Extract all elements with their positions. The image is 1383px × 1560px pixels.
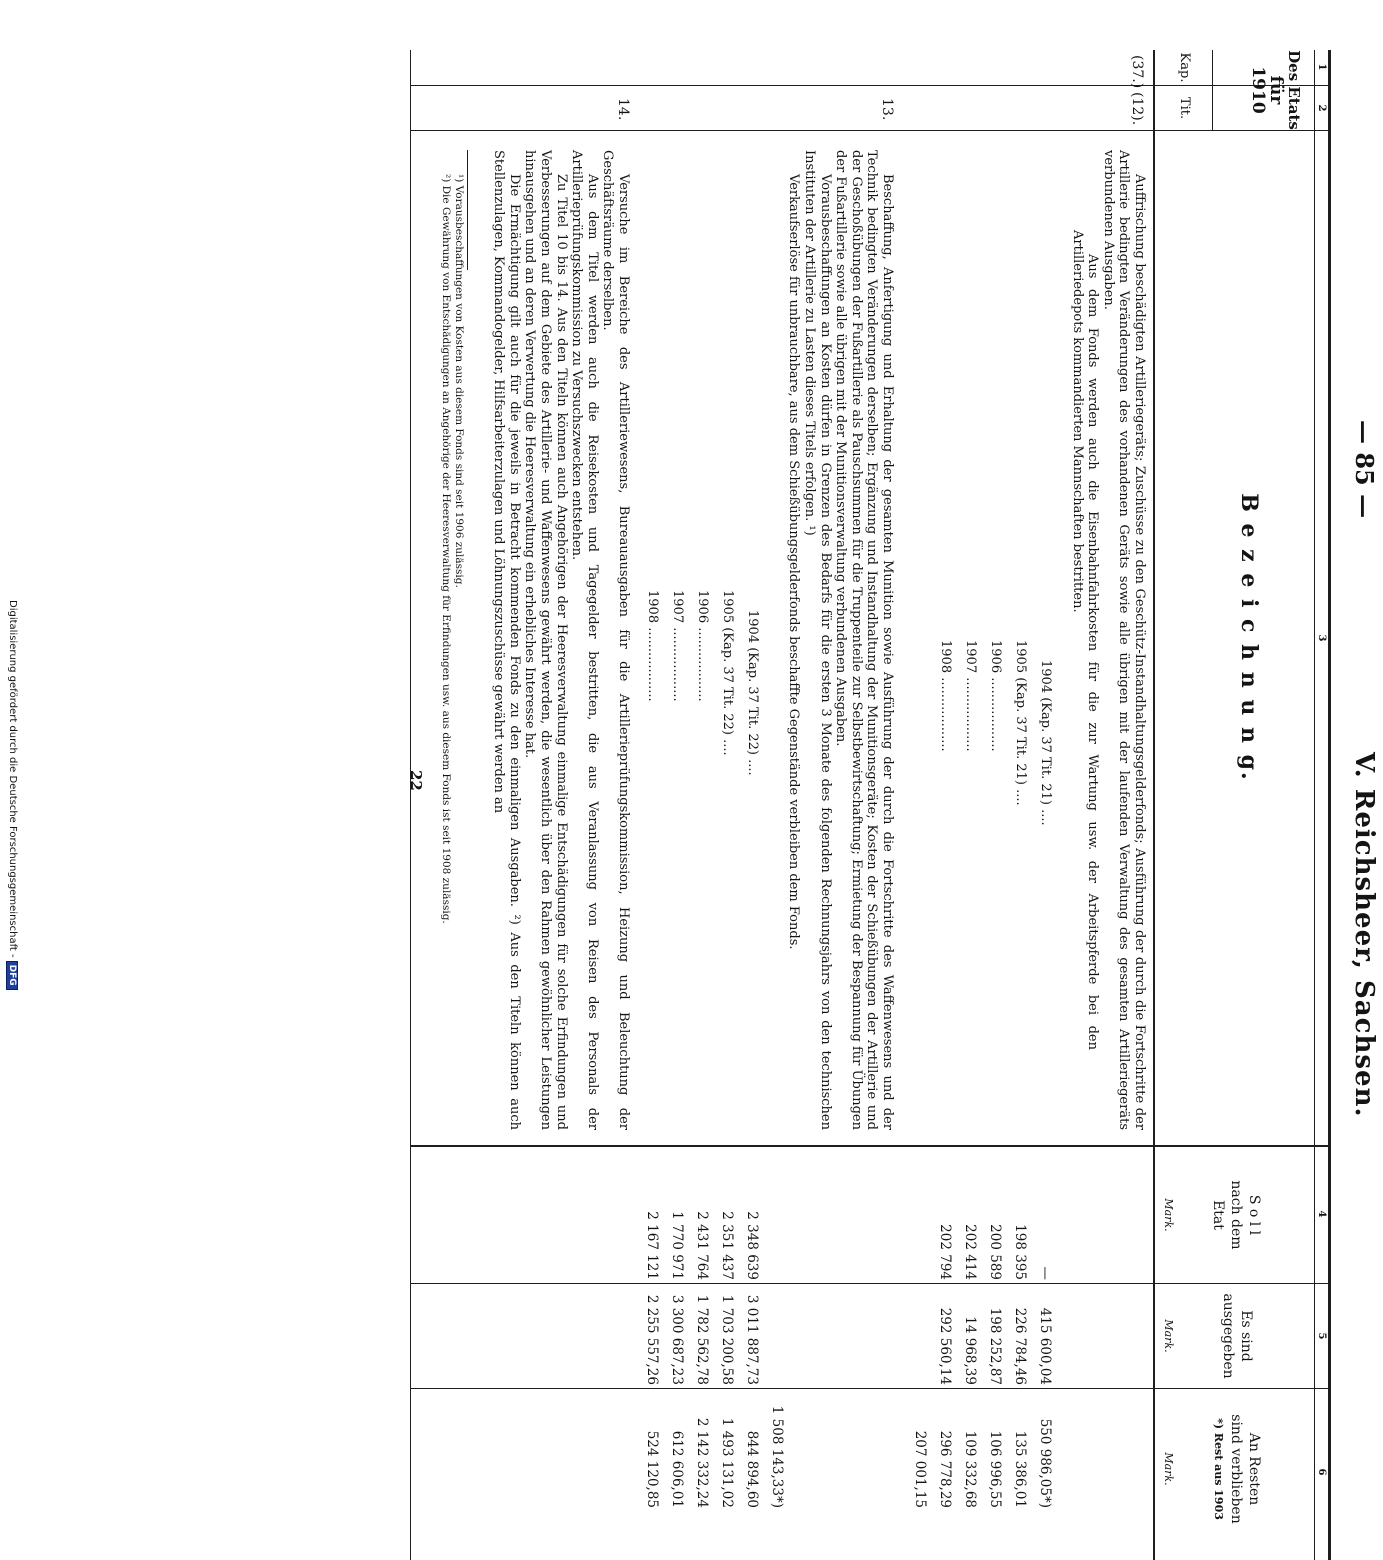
entry3-paragraph-1: Versuche im Bereiche des Artilleriewesens, Bureauausgaben für die Artillerieprüfungskommission, Heizung und Beleuchtung der Geschäftsräume derselben. xyxy=(600,150,631,1130)
entry1-row1-label: 1904 (Kap. 37 Tit. 21) .... xyxy=(1038,660,1053,826)
col-divider-5-6 xyxy=(411,1388,1328,1389)
entry2-row2-ausgegeben: 3 011 887,73 xyxy=(744,1294,760,1385)
header-reste xyxy=(1209,1389,1263,1549)
entry3-paragraph-3: Zu Titel 10 bis 14. Aus den Titeln können auch Angehörigen der Heeresverwaltung einmalige Entschädigungen für solche Erfindungen und Verbesserungen auf dem Gebiete des Artillerie- und Waffenwesens gewährt werden, die wesentlich über den Rahmen gewöhnlicher Leistungen hinausgehen und an deren Verwertung die Heeresverwaltung ein erhebliches Interesse hat. xyxy=(522,150,569,1130)
header-des-etats-line1: Des Etats xyxy=(1285,50,1303,130)
entry2-row5-soll: 1 770 971 xyxy=(669,1211,685,1280)
header-bottom-rule xyxy=(1153,50,1155,1560)
entry2-row6-rest: 524 120,85 xyxy=(644,1430,660,1508)
bottom-rule xyxy=(410,50,411,1560)
header-kap: Kap. xyxy=(1177,52,1192,83)
header-reste-line1: An Resten xyxy=(1246,1432,1262,1506)
entry2-row5-rest: 612 606,01 xyxy=(669,1430,685,1508)
header-des-etats xyxy=(1249,50,1303,130)
entry3-paragraph-4: Die Ermächtigung gilt auch für die jeweils in Betracht kommenden Fonds zu den einmaligen Ausgaben. ²) Aus den Titeln können auch Stellenzulagen, Kommandogelder, Hilfsarbeiterzulagen und Löhnungszuschüsse gewährt werden an xyxy=(491,150,522,1130)
entry2-paragraph-1: Beschaffung, Anfertigung und Erhaltung der gesamten Munition sowie Ausführung der durch die Fortschritte des Waffenwesens und der Technik bedingten Veränderungen derselben; Ergänzung und Instandhaltung der Munitionsgeräte; Kosten der Schießübungen der Artillerie und der Geschoßübungen der Fußartillerie als Pauschsummen für die Truppenteile zur Selbstbewirtschaftung; Ermietung der Bespannung für Übungen der Fußartillerie sowie alle übrigen mit der Munitionsverwaltung verbundenen Ausgaben. xyxy=(833,150,895,1130)
entry1-row4-rest: 109 332,68 xyxy=(962,1430,978,1508)
footnotes xyxy=(439,150,465,1130)
entry2-tit: 13. xyxy=(879,98,895,121)
section-title: V. Reichsheer, Sachsen. xyxy=(1349,752,1379,1118)
entry1-row1-soll: — xyxy=(1037,1266,1053,1280)
entry2-row3-ausgegeben: 1 703 200,58 xyxy=(719,1294,735,1385)
entry3-paragraph-2: Aus dem Titel werden auch die Reisekosten und Tagegelder bestritten, die aus Veranlassung von Reisen des Personals der Artillerieprüfungskommission zu Versuchszwecken entstehen. xyxy=(569,150,600,1130)
entry1-row3-rest: 106 996,55 xyxy=(987,1430,1003,1508)
column-number-1: 1 xyxy=(1316,63,1327,71)
entry1-row6-rest: 207 001,15 xyxy=(912,1430,928,1508)
entry1-row5-rest: 296 778,29 xyxy=(937,1430,953,1508)
header-soll-line1: S o l l xyxy=(1246,1194,1262,1236)
header-ausgegeben xyxy=(1219,1284,1255,1388)
entry1-row2-ausgegeben: 226 784,46 xyxy=(1012,1307,1028,1385)
entry1-row5-ausgegeben: 292 560,14 xyxy=(937,1307,953,1385)
entry3-text xyxy=(491,150,631,1130)
footnote-rule xyxy=(467,150,468,270)
entry1-tit: (12). xyxy=(1129,92,1145,126)
header-soll-line2: nach dem xyxy=(1228,1180,1244,1250)
entry2-row1-rest: 1 508 143,33*) xyxy=(769,1405,785,1508)
entry1-row3-label: 1906 .................. xyxy=(988,640,1003,752)
entry1-row1-rest: 550 986,05*) xyxy=(1037,1418,1053,1508)
header-tit: Tit. xyxy=(1177,96,1192,120)
entry1-row5-soll: 202 794 xyxy=(937,1224,953,1280)
dfg-logo-badge: DFG xyxy=(6,961,18,990)
entry2-row6-label: 1908 .................. xyxy=(645,590,660,702)
header-ausgegeben-line1: Es sind xyxy=(1238,1310,1254,1362)
entry2-row6-soll: 2 167 121 xyxy=(644,1211,660,1280)
header-ausgegeben-line2: ausgegeben xyxy=(1220,1293,1236,1379)
header-reste-line3: *) Rest aus 1903 xyxy=(1212,1418,1225,1520)
header-des-etats-line2: für 1910 xyxy=(1248,66,1286,114)
header-soll-unit: Mark. xyxy=(1162,1198,1175,1232)
entry2-paragraph-2: Vorausbeschaffungen an Kosten dürfen in Grenzen des Bedarfs für die ersten 3 Monate des folgenden Rechnungsjahrs von den technischen Instituten der Artillerie zu Lasten dieses Titels erfolgen. ¹) xyxy=(802,150,833,1130)
header-reste-unit: Mark. xyxy=(1162,1452,1175,1486)
entry2-paragraph-3: Verkaufserlöse für unbrauchbare, aus dem Schießübungsgelderfonds beschaffte Gegenstände verbleiben dem Fonds. xyxy=(786,174,802,950)
col-divider-2-3 xyxy=(411,130,1328,131)
entry1-paragraph-2: Aus dem Fonds werden auch die Eisenbahnfahrkosten für die zur Wartung usw. der Arbeitspferde bei den Artilleriedepots kommandierten Mannschaften bestritten. xyxy=(1069,230,1101,1050)
page-number: — 85 — xyxy=(1350,420,1379,519)
entry2-row5-label: 1907 .................. xyxy=(670,590,685,702)
footnote-1: ¹) Vorausbeschaffungen von Kosten aus diesem Fonds sind seit 1906 zulässig. xyxy=(453,174,465,588)
header-bezeichnung: B e z e i c h n u n g. xyxy=(1236,493,1262,782)
column-number-2: 2 xyxy=(1316,104,1327,112)
entry2-row4-label: 1906 .................. xyxy=(695,590,710,702)
entry2-row3-label: 1905 (Kap. 37 Tit. 22) .... xyxy=(720,590,735,756)
entry1-row4-label: 1907 .................. xyxy=(963,640,978,752)
entry2-row5-ausgegeben: 3 300 687,23 xyxy=(669,1294,685,1385)
entry2-row6-ausgegeben: 2 255 557,26 xyxy=(644,1294,660,1385)
entry2-row2-rest: 844 894,60 xyxy=(744,1430,760,1508)
entry2-row4-ausgegeben: 1 782 562,78 xyxy=(694,1294,710,1385)
entry1-row4-soll: 202 414 xyxy=(962,1224,978,1280)
col-divider-3-4 xyxy=(411,1145,1328,1147)
entry2-row2-label: 1904 (Kap. 37 Tit. 22) .... xyxy=(745,610,760,776)
header-soll xyxy=(1209,1147,1263,1283)
entry1-row4-ausgegeben: 14 968,39 xyxy=(962,1316,978,1385)
column-number-5: 5 xyxy=(1316,1332,1327,1340)
digitization-note xyxy=(6,600,18,990)
top-rule xyxy=(1328,50,1331,1560)
entry1-row2-rest: 135 386,01 xyxy=(1012,1430,1028,1508)
entry2-row3-soll: 2 351 437 xyxy=(719,1211,735,1280)
entry2-row4-soll: 2 431 764 xyxy=(694,1211,710,1280)
col-divider-4-5 xyxy=(411,1283,1328,1284)
header-ausgegeben-unit: Mark. xyxy=(1162,1319,1175,1353)
column-number-6: 6 xyxy=(1316,1468,1327,1476)
header-etats-rule xyxy=(1212,50,1213,130)
entry2-row3-rest: 1 493 131,02 xyxy=(719,1417,735,1508)
header-soll-line3: Etat xyxy=(1210,1200,1226,1230)
column-number-4: 4 xyxy=(1316,1210,1327,1218)
entry1-row2-label: 1905 (Kap. 37 Tit. 21) .... xyxy=(1013,640,1028,806)
digitization-note-text: Digitalisierung gefördert durch die Deutsche Forschungsgemeinschaft - xyxy=(7,600,18,958)
footnote-2: ²) Die Gewährung von Entschädigungen an Angehörige der Heeresverwaltung für Erfindungen usw. aus diesem Fonds ist seit 1908 zulässig. xyxy=(440,174,452,924)
column-number-rule xyxy=(1314,50,1315,1560)
entry1-row5-label: 1908 .................. xyxy=(938,640,953,752)
entry2-row2-soll: 2 348 639 xyxy=(744,1211,760,1280)
entry1-paragraph-1: Auffrischung beschädigten Artilleriegeräts; Zuschüsse zu den Geschütz-Instandhaltungsgelderfonds; Ausführung der durch die Fortschritte der Artillerie bedingten Veränderungen des vorhandenen Geräts sowie alle übrigen mit der laufenden Verwaltung des gesamten Artilleriegeräts verbundenen Ausgaben. xyxy=(1100,150,1147,1130)
entry1-row1-ausgegeben: 415 600,04 xyxy=(1037,1307,1053,1385)
entry3-tit: 14. xyxy=(615,98,631,121)
signature-mark: 22 xyxy=(407,770,425,791)
column-number-3: 3 xyxy=(1316,634,1327,642)
entry1-row3-soll: 200 589 xyxy=(987,1224,1003,1280)
entry2-text xyxy=(786,150,895,1130)
entry1-row2-soll: 198 395 xyxy=(1012,1224,1028,1280)
entry2-row4-rest: 2 142 332,24 xyxy=(694,1417,710,1508)
header-reste-line2: sind verblieben xyxy=(1228,1414,1244,1524)
entry1-text xyxy=(1069,150,1147,1130)
entry1-kap: (37.) xyxy=(1129,55,1145,89)
entry1-row3-ausgegeben: 198 252,87 xyxy=(987,1307,1003,1385)
